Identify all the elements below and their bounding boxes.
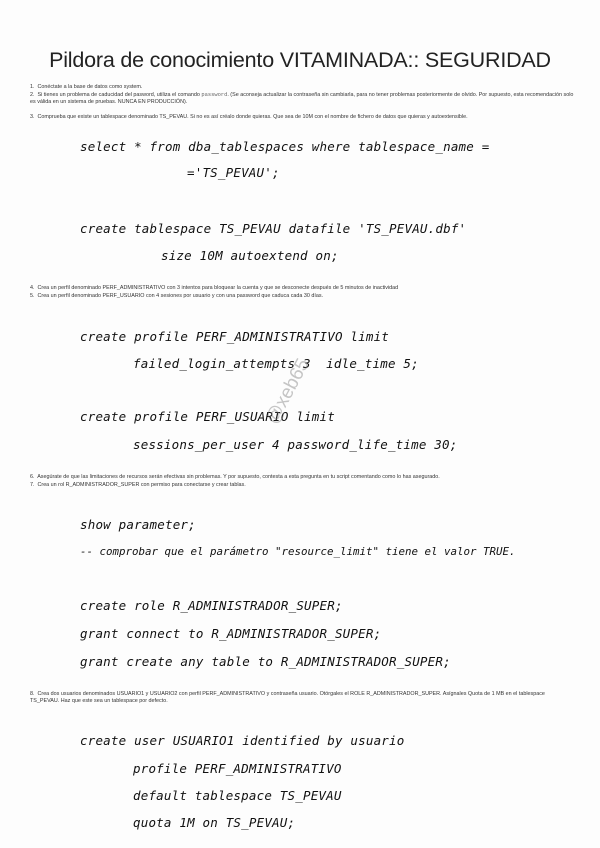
code-profile2-line-2: sessions_per_user 4 password_life_time 30; — [133, 437, 458, 452]
code-select-line-2: ='TS_PEVAU'; — [187, 165, 280, 180]
code-profile1-line-2: failed_login_attempts 3 idle_time 5; — [133, 356, 419, 371]
task-number: 3. — [30, 114, 35, 120]
task-7 — [30, 482, 575, 489]
task-8 — [30, 691, 575, 706]
task-number: 1. — [30, 84, 35, 90]
code-user-line-3: default tablespace TS_PEVAU — [133, 788, 342, 803]
task-text: Comprueba que existe un tablespace denominado TS_PEVAU. Si no es así créalo donde quieras. Que sea de 10M con el nombre de fichero de datos que quieras y autoextensible. — [37, 114, 468, 120]
code-show-line-2: -- comprobar que el parámetro "resource_limit" tiene el valor TRUE. — [80, 545, 516, 558]
code-create-ts-line-1: create tablespace TS_PEVAU datafile 'TS_PEVAU.dbf' — [80, 221, 467, 236]
code-user-line-2: profile PERF_ADMINISTRATIVO — [133, 761, 342, 776]
watermark: @xeb65 — [262, 355, 314, 428]
task-text: Crea un rol R_ADMINISTRADOR_SUPER con permiso para conectarse y crear tablas. — [37, 482, 246, 488]
task-number: 2. — [30, 92, 35, 98]
task-1 — [30, 84, 575, 91]
task-code-word: password — [201, 92, 228, 98]
code-select-line-1: select * from dba_tablespaces where tablespace_name = — [80, 139, 490, 154]
code-create-ts-line-2: size 10M autoextend on; — [161, 248, 339, 263]
task-6 — [30, 474, 575, 481]
code-profile1-line-1: create profile PERF_ADMINISTRATIVO limit — [80, 329, 390, 344]
task-4 — [30, 285, 575, 292]
code-user-line-4: quota 1M on TS_PEVAU; — [133, 815, 296, 830]
task-number: 7. — [30, 482, 35, 488]
code-role-line-1: create role R_ADMINISTRADOR_SUPER; — [80, 598, 343, 613]
code-role-line-2: grant connect to R_ADMINISTRADOR_SUPER; — [80, 626, 382, 641]
task-5 — [30, 293, 575, 300]
task-text: . (Se aconseja actualizar la contraseña sin cambiarla, para no tener problemas posteriormente de olvido. Por supuesto, esta recomendación solo es válida en un sistema de pruebas. NUNCA EN PRODUCCIÓN). — [30, 92, 574, 106]
task-number: 6. — [30, 474, 35, 480]
task-text: Crea dos usuarios denominados USUARIO1 y USUARIO2 con perfil PERF_ADMINISTRATIVO y contraseña usuario. Otórgales el ROLE R_ADMINISTRADOR_SUPER. Asígnales Quota de 1 MB en el tablespace TS_PEVAU. Haz que este sea un tablespace por defecto. — [30, 691, 545, 705]
task-text: Si tienes un problema de caducidad del pasword, utiliza el comando — [37, 92, 202, 98]
code-show-line-1: show parameter; — [80, 517, 196, 532]
task-2 — [30, 92, 575, 107]
task-3 — [30, 114, 575, 121]
task-text: Crea un perfil denominado PERF_USUARIO con 4 sesiones por usuario y con una password que caduca cada 30 días. — [37, 293, 324, 299]
task-number: 5. — [30, 293, 35, 299]
task-text: Crea un perfil denominado PERF_ADMINISTRATIVO con 3 intentos para bloquear la cuenta y que se desconecte después de 5 minutos de inactividad — [37, 285, 399, 291]
task-number: 4. — [30, 285, 35, 291]
code-user-line-1: create user USUARIO1 identified by usuario — [80, 733, 405, 748]
page-title: Pildora de conocimiento VITAMINADA:: SEGURIDAD — [49, 48, 551, 72]
task-text: Conéctate a la base de datos como system. — [37, 84, 143, 90]
code-role-line-3: grant create any table to R_ADMINISTRADOR_SUPER; — [80, 654, 451, 669]
task-number: 8. — [30, 691, 35, 697]
task-text: Asegúrate de que las limitaciones de recursos serán efectivas sin problemas. Y por supuesto, contesta a esta pregunta en tu script comentando como lo has asegurado. — [37, 474, 440, 480]
code-profile2-line-1: create profile PERF_USUARIO limit — [80, 409, 335, 424]
